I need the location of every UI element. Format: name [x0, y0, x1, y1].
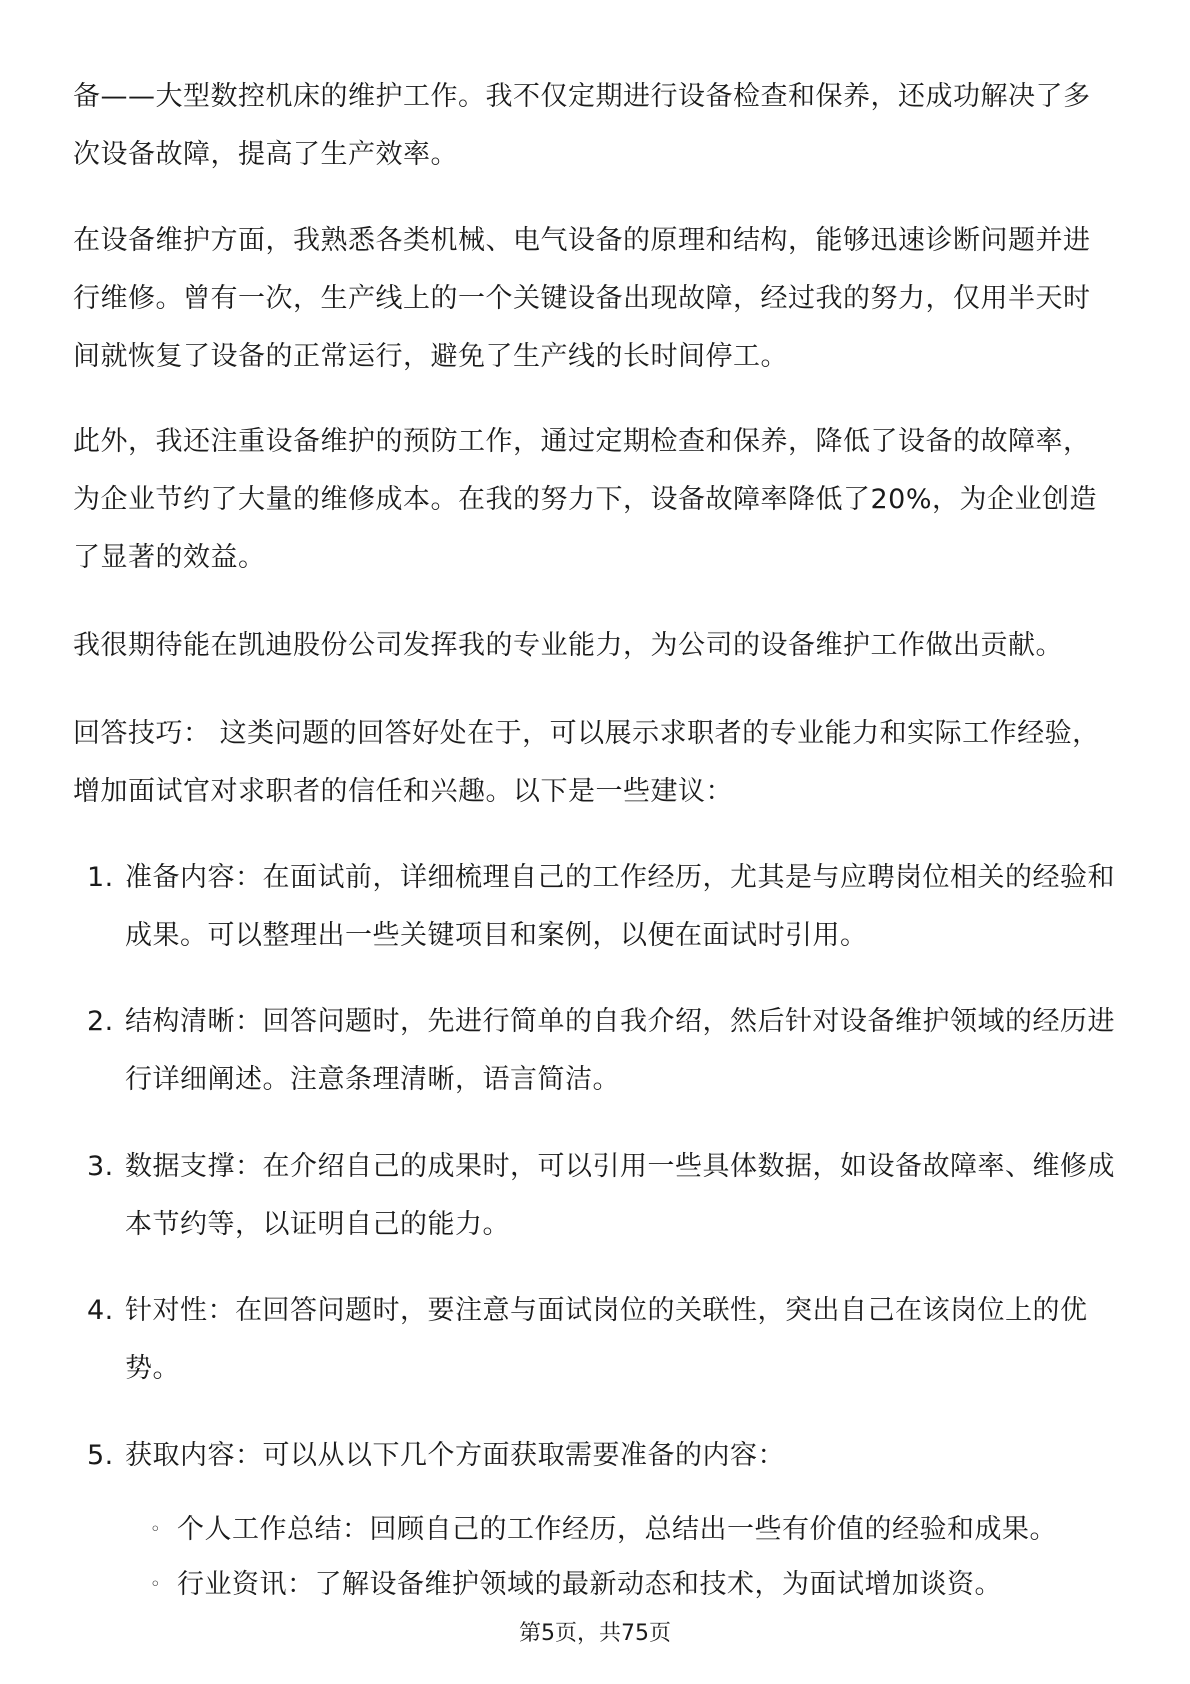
- list-text: 数据支撑：在介绍自己的成果时，可以引用一些具体数据，如设备故障率、维修成本节约等，以证明自己的能力。: [125, 1151, 1115, 1240]
- sub-list-text: 个人工作总结：回顾自己的工作经历，总结出一些有价值的经验和成果。: [177, 1514, 1057, 1545]
- list-number: 4.: [87, 1295, 114, 1326]
- list-item: [73, 1427, 1117, 1485]
- bullet-circle-icon: ◦: [150, 1574, 162, 1595]
- list-number: 3.: [87, 1151, 114, 1182]
- paragraph-maintenance-skills: 在设备维护方面，我熟悉各类机械、电气设备的原理和结构，能够迅速诊断问题并进行维修。曾有一次，生产线上的一个关键设备出现故障，经过我的努力，仅用半天时间就恢复了设备的正常运行，避免了生产线的长时间停工。: [73, 225, 1091, 372]
- page-footer: 第5页，共75页: [519, 1621, 671, 1646]
- paragraph-answer-tips: 回答技巧： 这类问题的回答好处在于，可以展示求职者的专业能力和实际工作经验，增加面试官对求职者的信任和兴趣。以下是一些建议：: [73, 718, 1100, 807]
- paragraph-prevention: 此外，我还注重设备维护的预防工作，通过定期检查和保养，降低了设备的故障率，为企业节约了大量的维修成本。在我的努力下，设备故障率降低了20%，为企业创造了显著的效益。: [73, 426, 1098, 573]
- list-text: 针对性：在回答问题时，要注意与面试岗位的关联性，突出自己在该岗位上的优势。: [125, 1295, 1088, 1384]
- list-item: [73, 849, 1117, 965]
- sub-list-item: [150, 1510, 1117, 1550]
- list-item: [73, 1282, 1117, 1398]
- paragraph-expectation: 我很期待能在凯迪股份公司发挥我的专业能力，为公司的设备维护工作做出贡献。: [73, 630, 1063, 661]
- list-number: 5.: [87, 1440, 114, 1471]
- list-number: 2.: [87, 1006, 114, 1037]
- list-item: [73, 1138, 1117, 1254]
- list-number: 1.: [87, 862, 114, 893]
- list-text: 准备内容：在面试前，详细梳理自己的工作经历，尤其是与应聘岗位相关的经验和成果。可以整理出一些关键项目和案例，以便在面试时引用。: [125, 862, 1115, 951]
- bullet-circle-icon: ◦: [150, 1519, 162, 1540]
- list-item: [73, 993, 1117, 1109]
- list-text: 结构清晰：回答问题时，先进行简单的自我介绍，然后针对设备维护领域的经历进行详细阐述。注意条理清晰，语言简洁。: [125, 1006, 1115, 1095]
- document-page: [73, 0, 1117, 1684]
- sub-list-item: [150, 1565, 1117, 1605]
- sub-list-text: 行业资讯：了解设备维护领域的最新动态和技术，为面试增加谈资。: [177, 1569, 1002, 1600]
- paragraph-work-experience: 备——大型数控机床的维护工作。我不仅定期进行设备检查和保养，还成功解决了多次设备故障，提高了生产效率。: [73, 81, 1091, 170]
- list-text: 获取内容：可以从以下几个方面获取需要准备的内容：: [125, 1440, 785, 1471]
